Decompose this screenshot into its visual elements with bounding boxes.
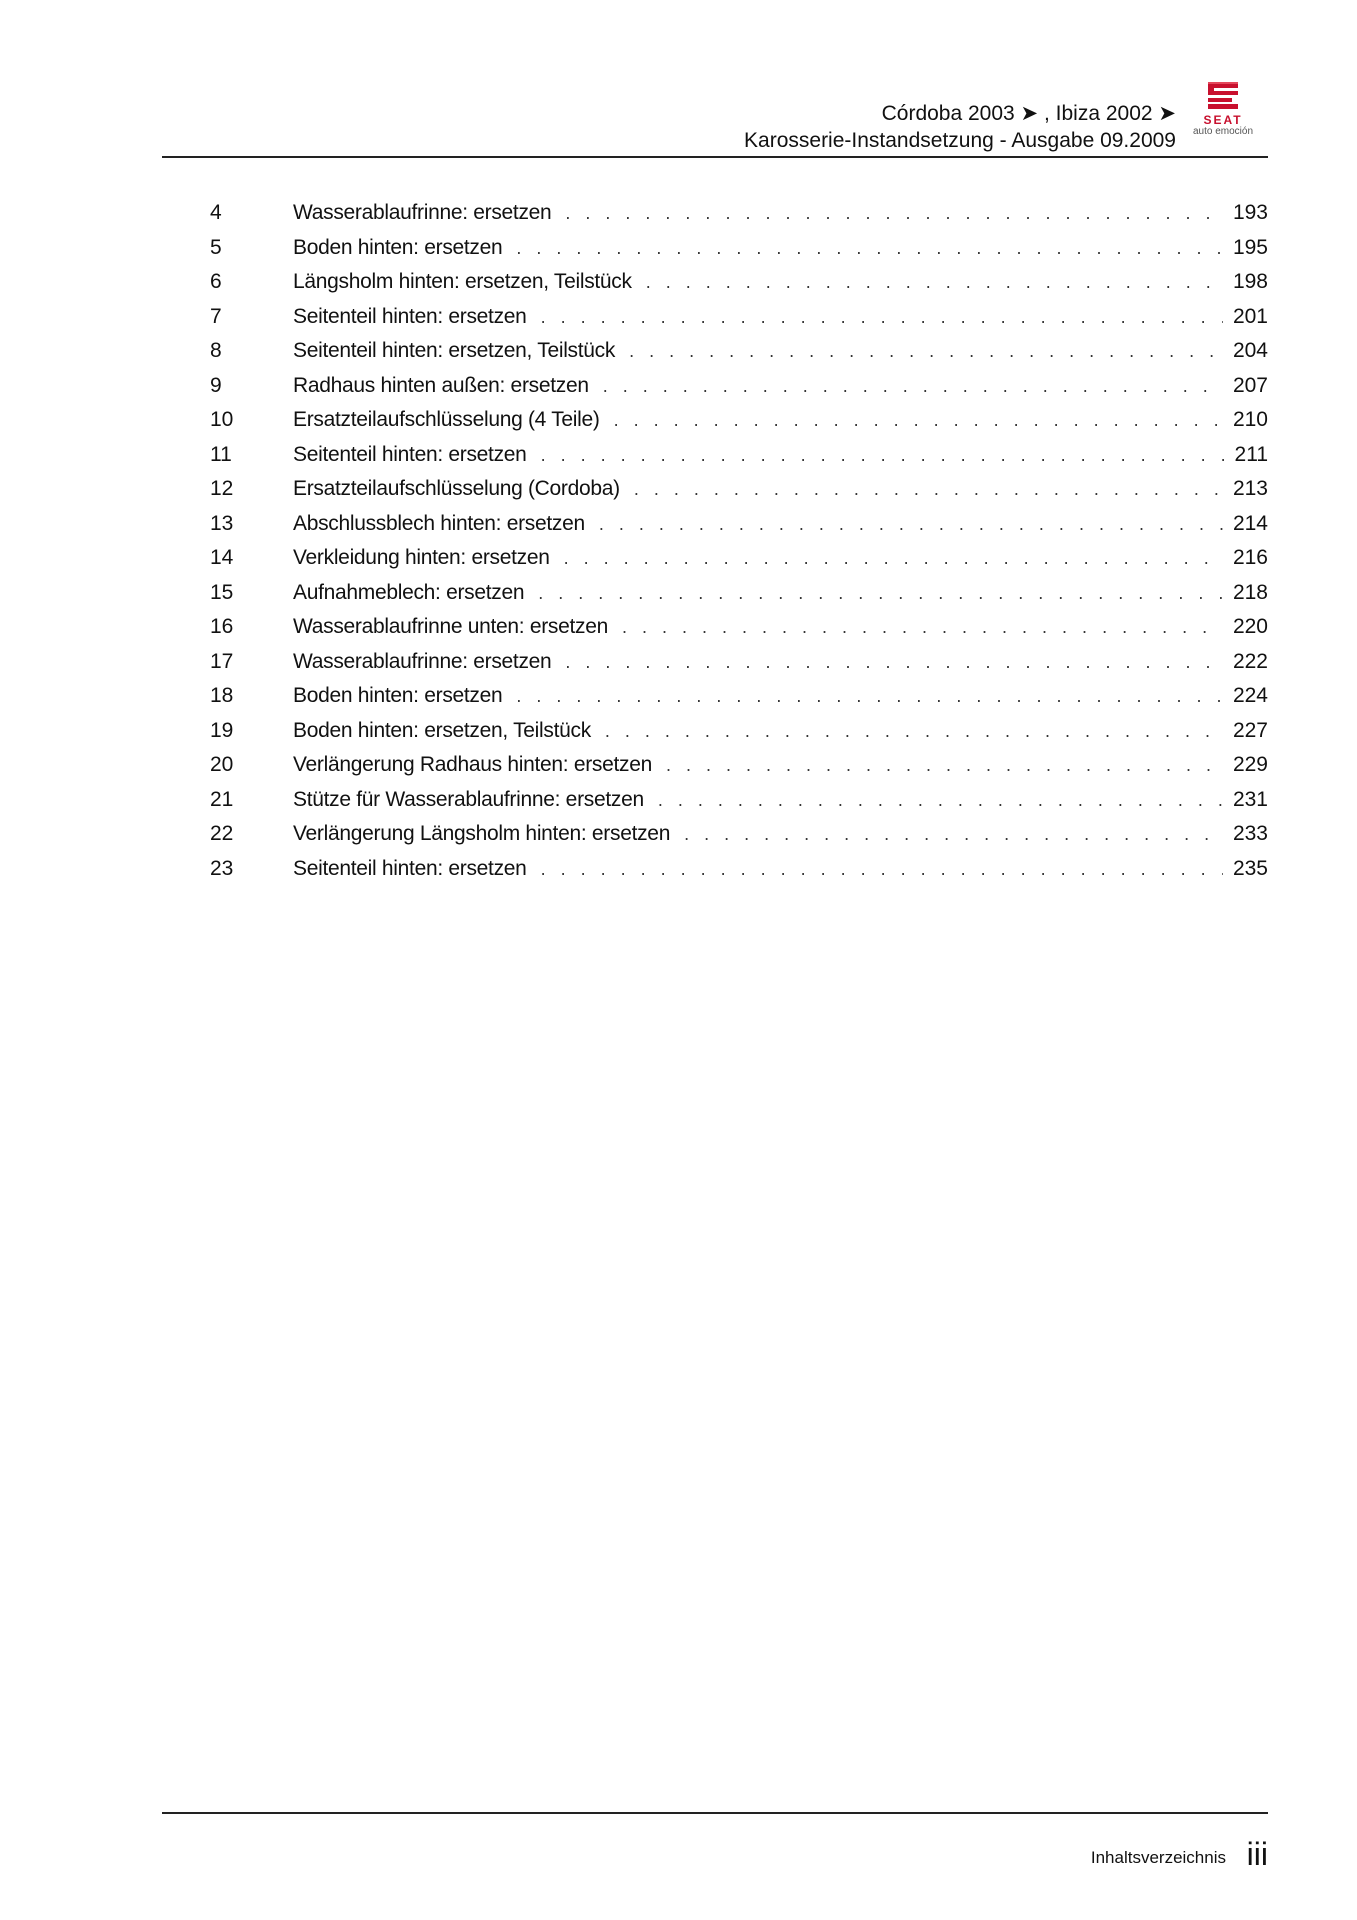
toc-entry-title[interactable]: Seitenteil hinten: ersetzen <box>293 442 527 466</box>
toc-dot-leader <box>629 334 1223 369</box>
toc-dot-leader <box>516 679 1223 714</box>
toc-entry-page[interactable]: 220 <box>1232 615 1268 638</box>
toc-entry-page[interactable]: 210 <box>1232 408 1268 431</box>
toc-dot-leader <box>565 196 1223 231</box>
toc-entry-page[interactable]: 207 <box>1232 373 1268 397</box>
header-models: Córdoba 2003 ➤ , Ibiza 2002 ➤ <box>881 102 1176 125</box>
toc-entry-title[interactable]: Wasserablaufrinne: ersetzen <box>293 201 552 224</box>
toc-dot-leader <box>599 507 1223 542</box>
toc-entry[interactable] <box>210 507 1268 542</box>
toc-entry-number: 23 <box>210 856 234 880</box>
toc-entry[interactable] <box>210 403 1268 438</box>
toc-entry-title[interactable]: Seitenteil hinten: ersetzen <box>293 856 527 880</box>
toc-entry-page[interactable]: 227 <box>1232 718 1268 742</box>
toc-entry-page[interactable]: 222 <box>1232 649 1268 673</box>
toc-dot-leader <box>634 472 1223 507</box>
toc-entry-title[interactable]: Aufnahmeblech: ersetzen <box>293 580 525 604</box>
toc-entry-title[interactable]: Ersatzteilaufschlüsselung (4 Teile) <box>293 408 600 431</box>
toc-dot-leader <box>605 714 1223 749</box>
toc-entry-page[interactable]: 213 <box>1232 477 1268 500</box>
toc-dot-leader <box>614 403 1223 438</box>
toc-entry-page[interactable]: 233 <box>1232 822 1268 845</box>
toc-entry[interactable] <box>210 472 1268 507</box>
toc-entry-title[interactable]: Seitenteil hinten: ersetzen, Teilstück <box>293 339 616 362</box>
toc-entry[interactable] <box>210 300 1268 335</box>
toc-entry-number: 7 <box>210 304 222 328</box>
toc-dot-leader <box>658 783 1223 818</box>
toc-entry-page[interactable]: 218 <box>1232 580 1268 604</box>
toc-entry-number: 6 <box>210 270 222 293</box>
toc-entry-number: 21 <box>210 787 234 811</box>
toc-entry-number: 10 <box>210 408 234 431</box>
toc-entry-title[interactable]: Boden hinten: ersetzen, Teilstück <box>293 718 591 742</box>
toc-entry-number: 14 <box>210 546 234 569</box>
footer-divider <box>162 1812 1268 1814</box>
toc-entry-title[interactable]: Stütze für Wasserablaufrinne: ersetzen <box>293 787 644 811</box>
toc-entry-page[interactable]: 198 <box>1232 270 1268 293</box>
toc-entry[interactable] <box>210 265 1268 300</box>
toc-entry-title[interactable]: Wasserablaufrinne unten: ersetzen <box>293 615 609 638</box>
toc-entry-title[interactable]: Ersatzteilaufschlüsselung (Cordoba) <box>293 477 620 500</box>
toc-entry-page[interactable]: 193 <box>1232 201 1268 224</box>
toc-dot-leader <box>541 300 1223 335</box>
header-divider <box>162 156 1268 158</box>
toc-entry-title[interactable]: Radhaus hinten außen: ersetzen <box>293 373 589 397</box>
toc-entry-title[interactable]: Boden hinten: ersetzen <box>293 235 503 259</box>
toc-dot-leader <box>622 610 1223 645</box>
toc-dot-leader <box>603 369 1223 404</box>
toc-entry-page[interactable]: 195 <box>1232 235 1268 259</box>
toc-entry-title[interactable]: Abschlussblech hinten: ersetzen <box>293 511 585 535</box>
toc-entry[interactable] <box>210 369 1268 404</box>
toc-dot-leader <box>538 576 1223 611</box>
toc-entry-number: 22 <box>210 822 234 845</box>
toc-entry-number: 18 <box>210 684 234 707</box>
toc-entry-page[interactable]: 235 <box>1232 856 1268 880</box>
toc-entry-number: 15 <box>210 580 234 604</box>
toc-dot-leader <box>646 265 1223 300</box>
toc-dot-leader <box>684 817 1223 852</box>
toc-entry-title[interactable]: Längsholm hinten: ersetzen, Teilstück <box>293 270 632 293</box>
toc-entry-page[interactable]: 224 <box>1232 684 1268 707</box>
toc-entry-title[interactable]: Verkleidung hinten: ersetzen <box>293 546 550 569</box>
logo-word: SEAT <box>1203 113 1243 127</box>
toc-entry-title[interactable]: Boden hinten: ersetzen <box>293 684 503 707</box>
header-text <box>744 100 1176 154</box>
toc-entry-page[interactable]: 216 <box>1232 546 1268 569</box>
toc-entry-number: 11 <box>210 442 232 466</box>
toc-entry[interactable] <box>210 610 1268 645</box>
toc-entry-number: 4 <box>210 201 222 224</box>
toc-entry-title[interactable]: Seitenteil hinten: ersetzen <box>293 304 527 328</box>
toc-entry[interactable] <box>210 438 1268 473</box>
toc-entry-number: 16 <box>210 615 234 638</box>
toc-entry[interactable] <box>210 645 1268 680</box>
toc-entry-number: 5 <box>210 235 222 259</box>
toc-entry[interactable] <box>210 334 1268 369</box>
toc-entry[interactable] <box>210 852 1268 887</box>
toc-entry-number: 8 <box>210 339 222 362</box>
footer-page-number: iii <box>1246 1836 1268 1872</box>
seat-logo <box>1178 78 1268 148</box>
page-footer <box>162 1812 1268 1872</box>
toc-entry[interactable] <box>210 541 1268 576</box>
header-edition: Karosserie-Instandsetzung - Ausgabe 09.2009 <box>744 129 1176 152</box>
logo-tagline: auto emoción <box>1192 126 1254 137</box>
toc-entry-page[interactable]: 214 <box>1232 511 1268 535</box>
toc-entry-number: 12 <box>210 477 234 500</box>
toc-entry[interactable] <box>210 679 1268 714</box>
toc-entry-page[interactable]: 231 <box>1232 787 1268 811</box>
toc-entry-title[interactable]: Verlängerung Radhaus hinten: ersetzen <box>293 753 652 776</box>
toc-entry[interactable] <box>210 576 1268 611</box>
toc-entry-title[interactable]: Wasserablaufrinne: ersetzen <box>293 649 552 673</box>
toc-entry-page[interactable]: 211 <box>1234 442 1268 466</box>
toc-entry-number: 9 <box>210 373 222 397</box>
toc-dot-leader <box>541 438 1225 473</box>
seat-logo-icon <box>1204 78 1242 112</box>
toc-dot-leader <box>564 541 1223 576</box>
toc-entry[interactable] <box>210 817 1268 852</box>
toc-dot-leader <box>541 852 1223 887</box>
toc-entry-page[interactable]: 229 <box>1232 753 1268 776</box>
toc-entry[interactable] <box>210 196 1268 231</box>
toc-dot-leader <box>565 645 1223 680</box>
table-of-contents <box>210 196 1268 886</box>
toc-entry-title[interactable]: Verlängerung Längsholm hinten: ersetzen <box>293 822 671 845</box>
footer-section-label: Inhaltsverzeichnis <box>1090 1848 1226 1867</box>
toc-entry-page[interactable]: 201 <box>1232 304 1268 328</box>
toc-entry[interactable] <box>210 748 1268 783</box>
toc-entry[interactable] <box>210 714 1268 749</box>
toc-entry-number: 13 <box>210 511 234 535</box>
toc-entry-number: 20 <box>210 753 234 776</box>
toc-entry-number: 17 <box>210 649 234 673</box>
toc-dot-leader <box>516 231 1223 266</box>
toc-dot-leader <box>666 748 1223 783</box>
toc-entry[interactable] <box>210 783 1268 818</box>
toc-entry-number: 19 <box>210 718 234 742</box>
toc-entry[interactable] <box>210 231 1268 266</box>
toc-entry-page[interactable]: 204 <box>1232 339 1268 362</box>
page-header <box>162 78 1268 158</box>
